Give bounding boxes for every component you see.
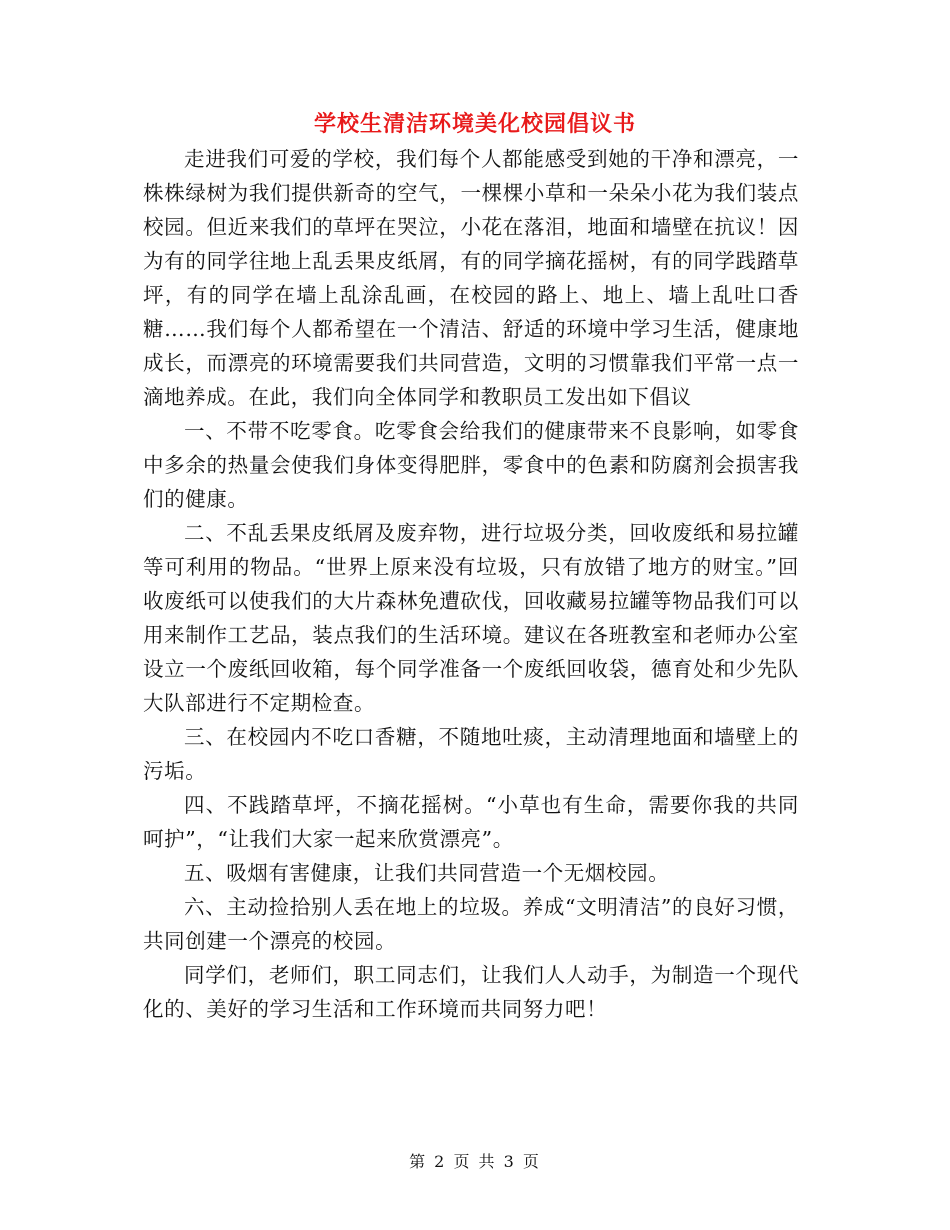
page-number-footer: 第 2 页 共 3 页 (409, 1152, 541, 1171)
paragraph-intro: 走进我们可爱的学校，我们每个人都能感受到她的干净和漂亮，一株株绿树为我们提供新奇的空气，一棵棵小草和一朵朵小花为我们装点校园。但近来我们的草坪在哭泣，小花在落泪，地面和墙壁在抗议！因为有的同学往地上乱丢果皮纸屑，有的同学摘花摇树，有的同学践踏草坪，有的同学在墙上乱涂乱画，在校园的路上、地上、墙上乱吐口香糖……我们每个人都希望在一个清洁、舒适的环境中学习生活，健康地成长，而漂亮的环境需要我们共同营造，文明的习惯靠我们平常一点一滴地养成。在此，我们向全体同学和教职员工发出如下倡议 (143, 147, 799, 409)
paragraph-item-6: 六、主动捡拾别人丢在地上的垃圾。养成“文明清洁”的良好习惯，共同创建一个漂亮的校园。 (143, 895, 799, 953)
paragraph-item-3: 三、在校园内不吃口香糖，不随地吐痰，主动清理地面和墙壁上的污垢。 (143, 725, 799, 783)
document-title: 学校生清洁环境美化校园倡议书 (313, 111, 636, 137)
paragraph-item-4: 四、不践踏草坪，不摘花摇树。“小草也有生命，需要你我的共同呵护”，“让我们大家一起来欣赏漂亮”。 (143, 793, 799, 851)
paragraph-closing: 同学们，老师们，职工同志们，让我们人人动手，为制造一个现代化的、美好的学习生活和工作环境而共同努力吧！ (143, 963, 799, 1021)
paragraph-item-5: 五、吸烟有害健康，让我们共同营造一个无烟校园。 (184, 861, 670, 885)
document-body (143, 142, 799, 1026)
paragraph-item-1: 一、不带不吃零食。吃零食会给我们的健康带来不良影响，如零食中多余的热量会使我们身体变得肥胖，零食中的色素和防腐剂会损害我们的健康。 (143, 419, 799, 511)
paragraph-item-2: 二、不乱丢果皮纸屑及废弃物，进行垃圾分类，回收废纸和易拉罐等可利用的物品。“世界上原来没有垃圾，只有放错了地方的财宝。”回收废纸可以使我们的大片森林免遭砍伐，回收藏易拉罐等物品我们可以用来制作工艺品，装点我们的生活环境。建议在各班教室和老师办公室设立一个废纸回收箱，每个同学准备一个废纸回收袋，德育处和少先队大队部进行不定期检查。 (143, 521, 799, 715)
